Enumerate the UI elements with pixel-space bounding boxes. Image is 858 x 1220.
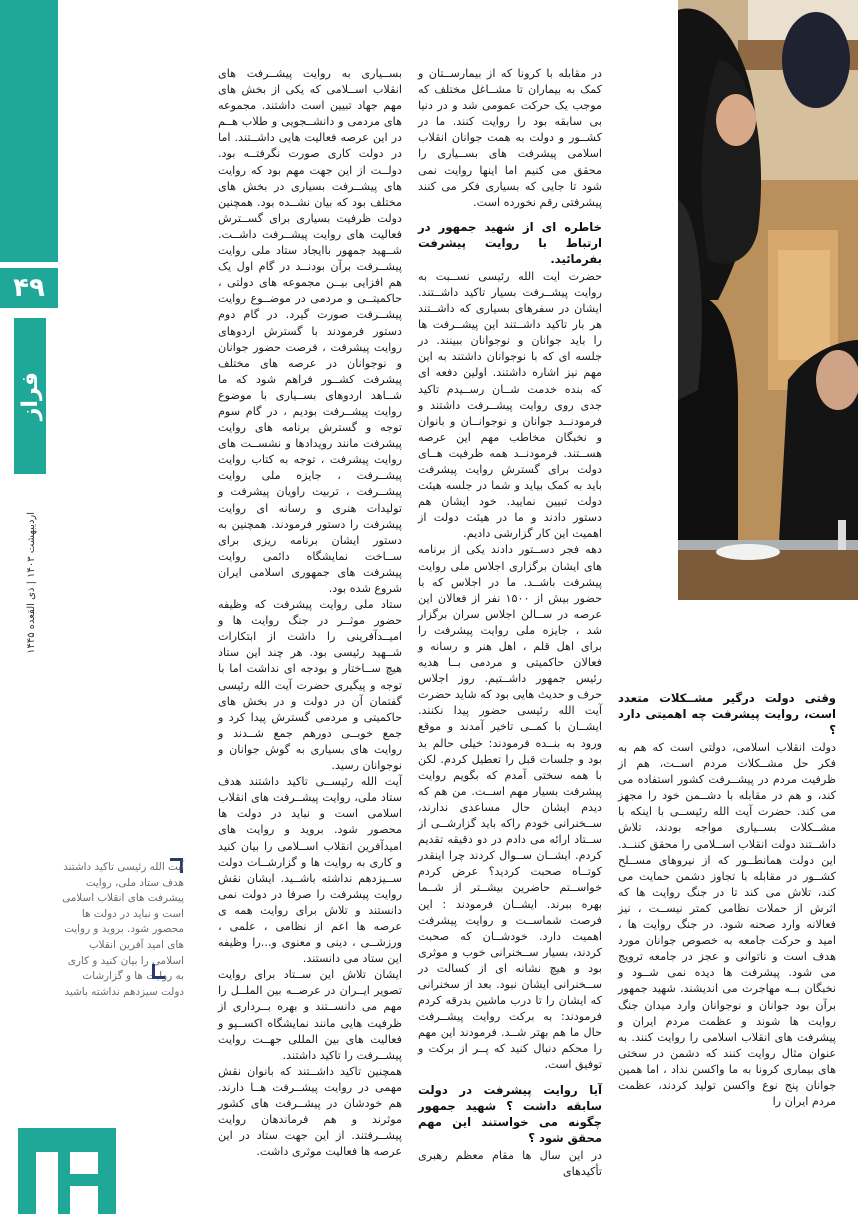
article-photo	[678, 0, 858, 600]
paragraph: آیت الله رئیســی تاکید داشتند هدف ستاد ملی، روایت پیشــرفت های انقلاب اسلامی است و نباید در دولت ها محصور شود. بروید و روایت های امیدآفرین انقلاب اســلامی را بیان کنید و کاری به روایت ها و گزارشــات دولت ســیزدهم نداشته باشــید. ایشان نقش روایت پیشرفت را صرفا در دولت نمی دانستند و تلاش برای روایت همه ی عرصه ها اعم از نظامی ، علمی ، ورزشــی ، دینی و معنوی و...را وظیفه این ستاد می دانستند.	[218, 775, 402, 966]
paragraph: در این سال ها مقام معظم رهبری تأکیدهای	[418, 1148, 602, 1178]
question-heading: وقتی دولت درگیر مشــکلات متعدد است، روایت پیشرفت چه اهمیتی دارد ؟	[618, 691, 836, 737]
magazine-logo: فراز	[14, 318, 46, 474]
bottom-logo-icon	[18, 1128, 116, 1214]
paragraph: دهه فجر دســتور دادند یکی از برنامه های ایشان برگزاری اجلاس ملی روایت پیشرفت باشــد. ما در اجلاس که با حضور بیش از ۱۵۰۰ نفر از فعالان این عرصه در ســالن اجلاس سران برگزار شد ، جایزه ملی روایت پیشرفت را برای اهل قلم ، اهل هنر و رسانه و فعالان حاکمیتی و مردمی بــا هدیه رئیس جمهور داشــتیم. روز اجلاس حرف و حدیث هایی بود که شاید حضرت آیت الله رئیسی حضور پیدا نکنند. ایشــان با کمــی تاخیر آمدند و موقع ورود به بنــده فرمودند: خیلی حالم بد بود و جلسات قبل را تعطیل کردم. لکن با همه سختی آمدم که بگویم روایت پیشرفت بسیار مهم اســت. من هم که دیدم ایشان حال مساعدی ندارند، ســخنرانی خودم راکه باید گزارشــی از ســتاد ارائه می دادم در دو دقیقه تقدیم کردم. ایشــان ســوال کردند چرا اینقدر کوتــاه صحبت کردید؟ عرض کردم خواســتم حاضرین بیشــتر از شــما بهره ببرند. ایشــان فرمودند : این فرصت شماســت و روایت پیشرفت اهمیت دارد. خودشــان که صحبت کردند، بسیار ســخنرانی خوب و موثری بود و هیچ نشانه ای از کسالت در ســخنرانی ایشان نبود. بعد از سخنرانی که ایشان را تا درب ماشین بدرقه کردم فرمودند: به برکت روایت پیشــرفت حال ما هم بهتر شــد. فرمودند این مهم را محکم دنبال کنید که پــر از برکت و توفیق است.	[418, 543, 602, 1072]
text-column-left	[218, 66, 402, 1160]
question-heading: آیا روایت پیشرفت در دولت سابقه داشت ؟ شهید جمهور چگونه می خواستند این مهم محقق شود ؟	[418, 1082, 602, 1145]
paragraph: حضرت ایت الله رئیسی نســبت به روایت پیشــرفت بسیار تاکید داشــتند. ایشان در سفرهای بسیاری که داشــتند هر بار تاکید داشــتند این پیشــرفت ها را باید جوانان و نوجوانان ببینند. در جلسه ای که با نوجوانان داشتند به این مهم نیز اشاره داشتند. اولین دفعه ای که بنده خدمت شــان رســیدم تاکید جدی روی روایت پیشــرفت داشتند و فرمودنــد جوانان و نوجوانــان و بانوان و نخبگان مخاطب مهم این عرصه هســتند. فرمودنــد همه ظرفیت هــای دولت برای گسترش روایت پیشرفت باید به کمک بیاید و شما در جلسه هیئت دولت تبیین نمایید. خود ایشان هم دستور دادند و ما در هیئت دولت از اهمیت این کار گزارشی دادیم.	[418, 269, 602, 541]
top-color-block	[0, 0, 58, 262]
page-number: ۴۹	[0, 268, 58, 308]
paragraph: دولت انقلاب اسلامی، دولتی است که هم به فکر حل مشــکلات مردم اســت، هم از ظرفیت مردم در پیشــرفت کشور استفاده می کند، و هم در مقابله با دشــمن خود را مجهز می کند. حضرت آیت الله رئیســی با اینکه با مشــکلات بســیاری مواجه بودند، تلاش داشــتند دولت انقلاب اســلامی را محقق کننــد. این دولت همانطــور که از نیروهای مســلح کشــور در مقابله با تجاوز دشمن حمایت می کند، تلاش می کند تا در جنگ روایت ها که اثرش از حملات نظامی کمتر نیســت ، نیز فعالانه وارد صحنه شود. در جنگ روایت ها ، امید و حرکت جامعه به خصوص جوانان مورد هدف است و ناتوانی و عجز در جامعه ترویج می شود. پیشرفت ها دیده نمی شــود و نخبگان بــه مهاجرت می اندیشند. شهید جمهور برآن بود جوانان و نوجوانان وارد میدان جنگ روایت ها شوند و عظمت مردم ایران و پیشرفت های انقلاب اسلامی را روایت کنند. به عنوان مثال روایت کنند که دشمن در سختی های بیماری کرونا به ما واکسن نداد ، اما همین جوانان پنج نوع واکسن تولید کردند، عظمت مردم ایران را	[618, 741, 836, 1109]
text-column-right	[618, 690, 836, 1110]
paragraph: ایشان تلاش این ســتاد برای روایت تصویر ایــران در عرصــه بین الملــل را مهم می دانســتند و بهره بــرداری از ظرفیت هایی مانند نمایشگاه اکســپو و فعالیت های بین المللی جهــت روایت پیشــرفت را تاکید داشتند.	[218, 968, 402, 1062]
quote-mark-icon	[152, 964, 165, 979]
issue-date: اردیبهشت ۱۴۰۳ | ذی القعده ۱۴۴۵	[25, 512, 37, 654]
paragraph: همچنین تاکید داشــتند که بانوان نقش مهمی در روایت پیشــرفت هــا دارند. هم خودشان در پیشــرفت های کشور موثرند و هم فرماندهان روایت پیشــرفتند. از این جهت ستاد در این عرصه ها فعالیت موثری داشت.	[218, 1064, 402, 1159]
paragraph: در مقابله با کرونا که از بیمارســتان و کمک به بیماران تا مشــاغل مختلف که موجب یک حرکت عمومی شد و در دنیا بی سابقه بود را روایت کنند. ما در کشــور و دولت به همت جوانان انقلاب اسلامی پیشرفت های بســیاری را محقق می کنیم اما اینها روایت نمی شود تا جایی که بسیاری فکر می کنند پیشرفتی رقم نخورده است.	[418, 67, 602, 209]
text-column-middle	[418, 66, 602, 1180]
question-heading: خاطره ای از شهید جمهور در ارتباط با روایت پیشرفت بفرمائید.	[418, 219, 602, 266]
paragraph: بســیاری به روایت پیشــرفت های انقلاب اســلامی که یکی از بخش های مهم جهاد تبیین است داشتند. مجموعه های مردمی و دانشــجویی و طلاب هــم در این عرصه فعالیت هایی داشــتند. اما در دولت کاری صورت نگرفتــه بود. دولــت از این جهت مهم بود که روایت های پیشــرفت بسیاری در بخش های مختلف بود که بیان نشــده بود. همچنین دولت ظرفیت بسیاری برای گســترش فعالیت های روایت پیشــرفت داشــت. شــهید جمهور باایجاد ستاد ملی روایت پیشــرفت برآن بودنــد در گام اول یک هم افزایی بیــن مجموعه های دولتی ، حاکمیتــی و مردمی در موضــوع روایت پیشــرفت صورت گیرد. در گام دوم دستور فرمودند با گسترش اردوهای روایت پیشرفت ، فرصت حضور جوانان و نوجوانان در عرصه های مختلف پیشرفت کشــور فراهم شود که ما شــاهد اردوهای بســیاری با موضوع روایت پیشــرفت بودیم ، در گام سوم توجه و گسترش برنامه های روایت پیشرفت مانند رویدادها و نشســت های روایت پیشرفت ، توجه به کتاب روایت پیشــرفت ، جایزه ملی روایت پیشــرفت ، تربیت راویان پیشرفت و تولیدات هنری و رسانه ای روایت پیشرفت را دستور فرمودند. همچنین به دستور ایشان برنامه ریزی برای ســاخت نمایشگاه دائمی روایت پیشرفت های جمهوری اسلامی ایران شروع شده بود.	[218, 67, 402, 595]
paragraph: ستاد ملی روایت پیشرفت که وظیفه حضور موثــر در جنگ روایت ها و امیــدآفرینی را داشت از ابتکارات شــهید رئیسی بود. هر چند این ستاد هیچ ســاختار و بودجه ای نداشت اما با توجه و پیگیری حضرت آیت الله رئیسی گفتمان آن در دولت و در بخش های حاکمیتی و مردمی گسترش پیدا کرد و جمع خوبــی دورهم جمع شــدند و روایت های بسیاری به گوش جوانان و نوجوانان رسید.	[218, 598, 402, 773]
pull-quote: آیت الله رئیسی تاکید داشتند هدف ستاد ملی، روایت پیشرفت های انقلاب اسلامی است و نباید در دولت ها محصور شود. بروید و روایت های امید آفرین انقلاب اسلامی را بیان کنید و کاری به روایت ها و گزارشات دولت سیزدهم نداشته باشید	[62, 861, 184, 998]
